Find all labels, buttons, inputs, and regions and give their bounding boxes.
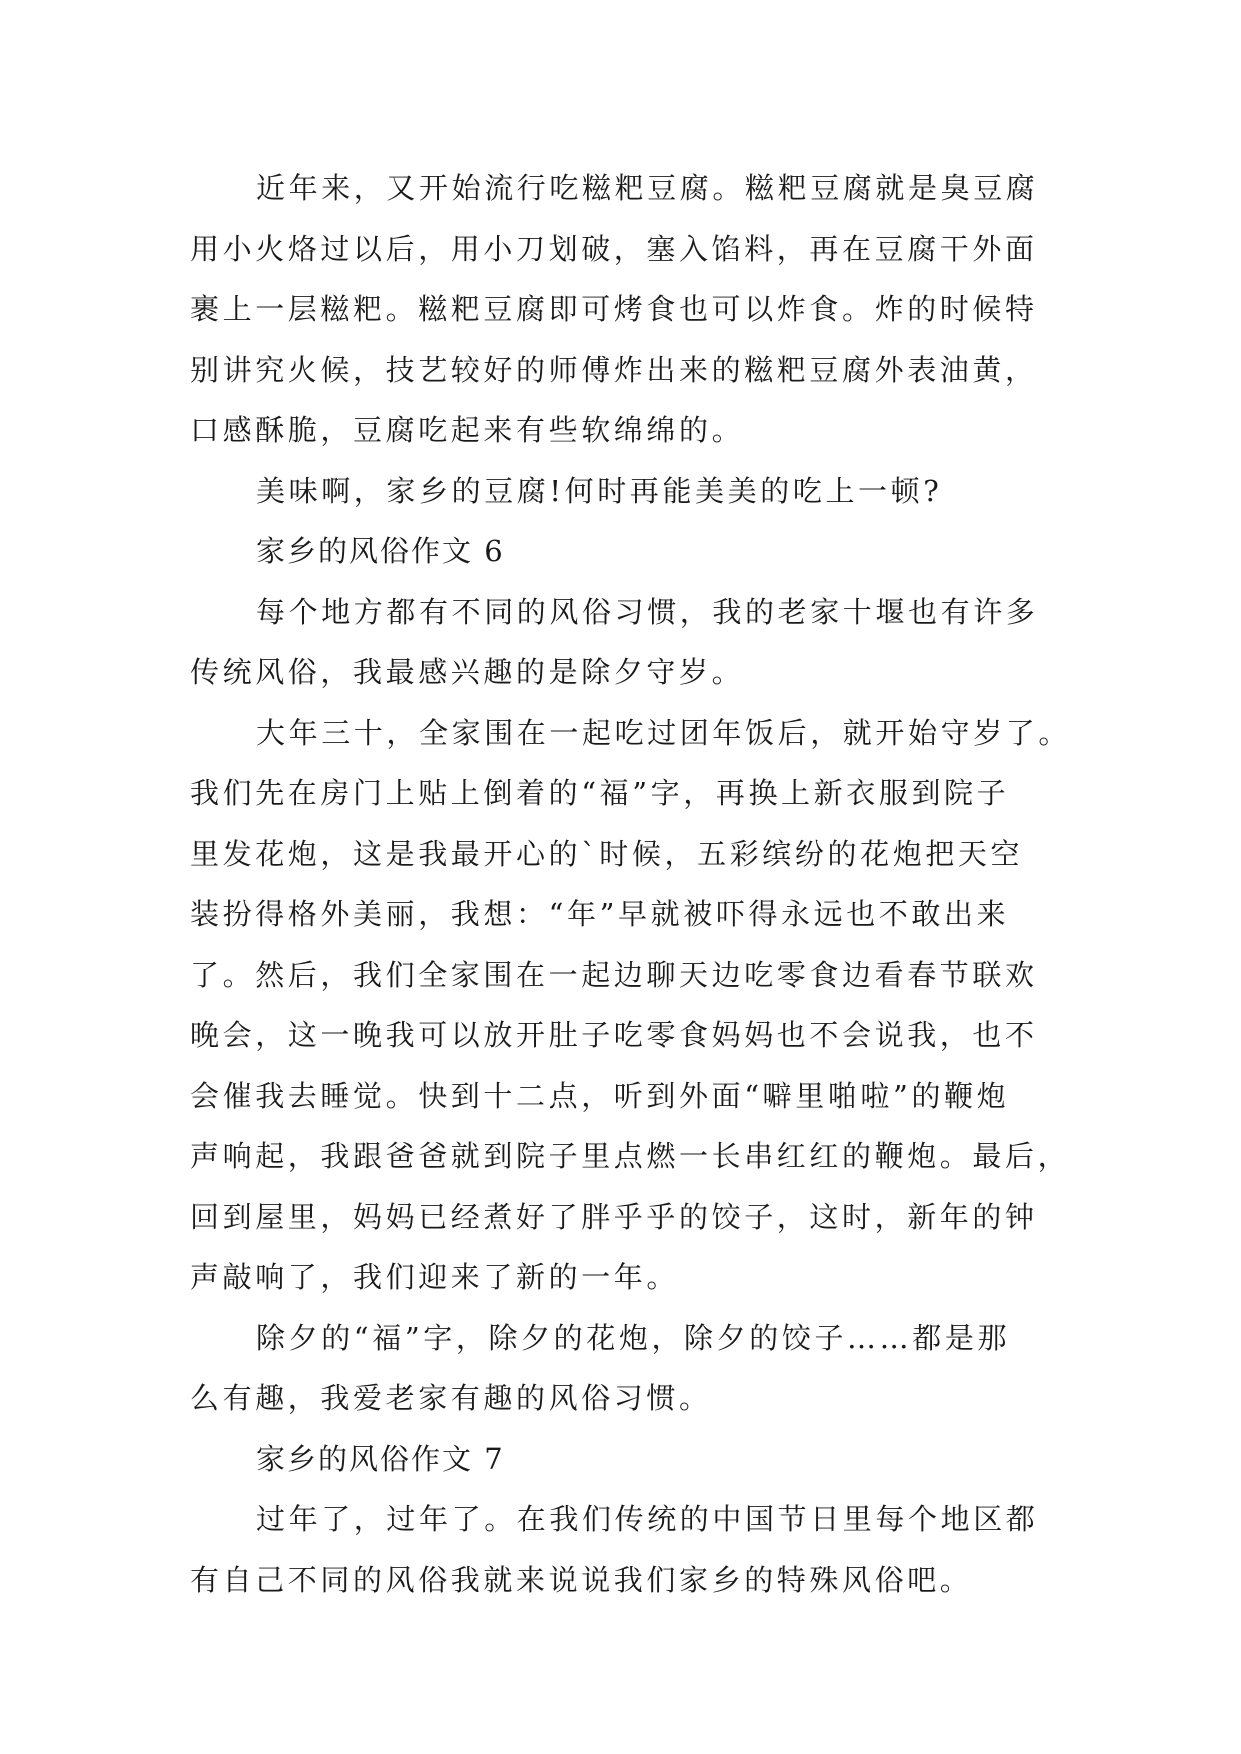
text-line: 近年来，又开始流行吃糍粑豆腐。糍粑豆腐就是臭豆腐: [256, 171, 1039, 205]
section-heading: 家乡的风俗作文 6: [256, 534, 505, 568]
text-line: 会催我去睡觉。快到十二点，听到外面“噼里啪啦”的鞭炮: [190, 1078, 1010, 1113]
text-line: 裹上一层糍粑。糍粑豆腐即可烤食也可以炸食。炸的时候特: [190, 292, 1038, 326]
text-line: 声敲响了，我们迎来了新的一年。: [190, 1260, 680, 1294]
text-line: 别讲究火候，技艺较好的师傅炸出来的糍粑豆腐外表油黄，: [190, 352, 1038, 387]
text-line: 美味啊，家乡的豆腐!何时再能美美的吃上一顿?: [256, 473, 943, 508]
text-line: 装扮得格外美丽，我想：“年”早就被吓得永远也不敢出来: [190, 897, 1010, 931]
text-line: 过年了，过年了。在我们传统的中国节日里每个地区都: [256, 1502, 1039, 1536]
text-line: 有自己不同的风俗我就来说说我们家乡的特殊风俗吧。: [190, 1562, 973, 1597]
text-line: 口感酥脆，豆腐吃起来有些软绵绵的。: [190, 413, 745, 447]
text-line: 大年三十，全家围在一起吃过团年饭后，就开始守岁了。: [256, 715, 1072, 750]
text-line: 里发花炮，这是我最开心的`时候，五彩缤纷的花炮把天空: [190, 836, 1024, 871]
text-line: 么有趣，我爱老家有趣的风俗习惯。: [190, 1381, 712, 1415]
text-line: 回到屋里，妈妈已经煮好了胖乎乎的饺子，这时，新年的钟: [190, 1199, 1038, 1234]
section-heading: 家乡的风俗作文 7: [256, 1441, 505, 1476]
text-line: 了。然后，我们全家围在一起边聊天边吃零食边看春节联欢: [190, 957, 1038, 992]
text-line: 传统风俗，我最感兴趣的是除夕守岁。: [190, 655, 745, 689]
text-line: 声响起，我跟爸爸就到院子里点燃一长串红红的鞭炮。最后，: [190, 1139, 1071, 1173]
text-line: 用小火烙过以后，用小刀划破，塞入馅料，再在豆腐干外面: [190, 231, 1038, 266]
text-line: 除夕的“福”字，除夕的花炮，除夕的饺子……都是那: [256, 1320, 1011, 1355]
document-body: [190, 158, 1072, 1610]
text-line: 每个地方都有不同的风俗习惯，我的老家十堰也有许多: [256, 594, 1039, 629]
text-line: 我们先在房门上贴上倒着的“福”字，再换上新衣服到院子: [190, 776, 1010, 810]
text-line: 晚会，这一晚我可以放开肚子吃零食妈妈也不会说我，也不: [190, 1018, 1038, 1052]
